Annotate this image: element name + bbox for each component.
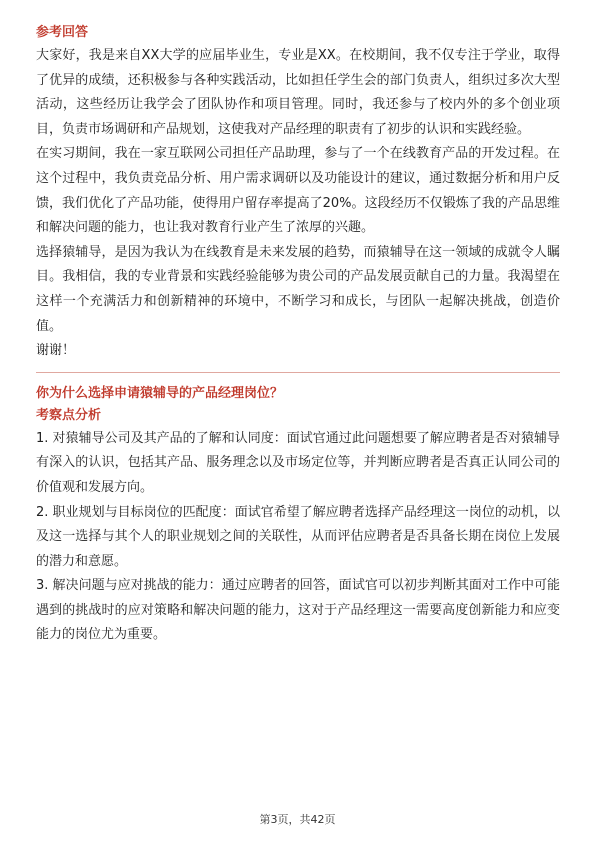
answer-paragraph-internship: 在实习期间，我在一家互联网公司担任产品助理，参与了一个在线教育产品的开发过程。在这个过程中，我负责竞品分析、用户需求调研以及功能设计的建议，通过数据分析和用户反馈，我们优化了产品功能，使得用户留存率提高了20%。这段经历不仅锻炼了我的产品思维和解决问题的能力，也让我对教育行业产生了浓厚的兴趣。 xyxy=(36,146,560,236)
answer-paragraph-thanks: 谢谢！ xyxy=(36,343,76,359)
page-number-footer: 第3页，共42页 xyxy=(259,813,336,826)
document-body xyxy=(36,22,560,648)
analysis-point-2: 2. 职业规划与目标岗位的匹配度：面试官希望了解应聘者选择产品经理这一岗位的动机，以及这一选择与其个人的职业规划之间的关联性，从而评估应聘者是否具备长期在岗位上发展的潜力和意愿。 xyxy=(36,504,560,569)
analysis-section-label: 考察点分析 xyxy=(36,407,102,423)
answer-section-label: 参考回答 xyxy=(36,25,89,40)
analysis-point-1: 1. 对猿辅导公司及其产品的了解和认同度：面试官通过此问题想要了解应聘者是否对猿辅导有深入的认识，包括其产品、服务理念以及市场定位等，并判断应聘者是否真正认同公司的价值观和发展方向。 xyxy=(36,430,560,495)
section-divider xyxy=(36,372,560,373)
question-heading: 你为什么选择申请猿辅导的产品经理岗位？ xyxy=(36,385,284,401)
answer-paragraph-intro: 大家好，我是来自XX大学的应届毕业生，专业是XX。在校期间，我不仅专注于学业，取得了优异的成绩，还积极参与各种实践活动，比如担任学生会的部门负责人，组织过多次大型活动，这些经历让我学会了团队协作和项目管理。同时，我还参与了校内外的多个创业项目，负责市场调研和产品规划，这使我对产品经理的职责有了初步的认识和实践经验。 xyxy=(36,48,560,137)
analysis-point-3: 3. 解决问题与应对挑战的能力：通过应聘者的回答，面试官可以初步判断其面对工作中可能遇到的挑战时的应对策略和解决问题的能力，这对于产品经理这一需要高度创新能力和应变能力的岗位尤为重要。 xyxy=(36,578,560,643)
answer-paragraph-motivation: 选择猿辅导，是因为我认为在线教育是未来发展的趋势，而猿辅导在这一领域的成就令人瞩目。我相信，我的专业背景和实践经验能够为贵公司的产品发展贡献自己的力量。我渴望在这样一个充满活力和创新精神的环境中，不断学习和成长，与团队一起解决挑战，创造价值。 xyxy=(36,244,560,334)
